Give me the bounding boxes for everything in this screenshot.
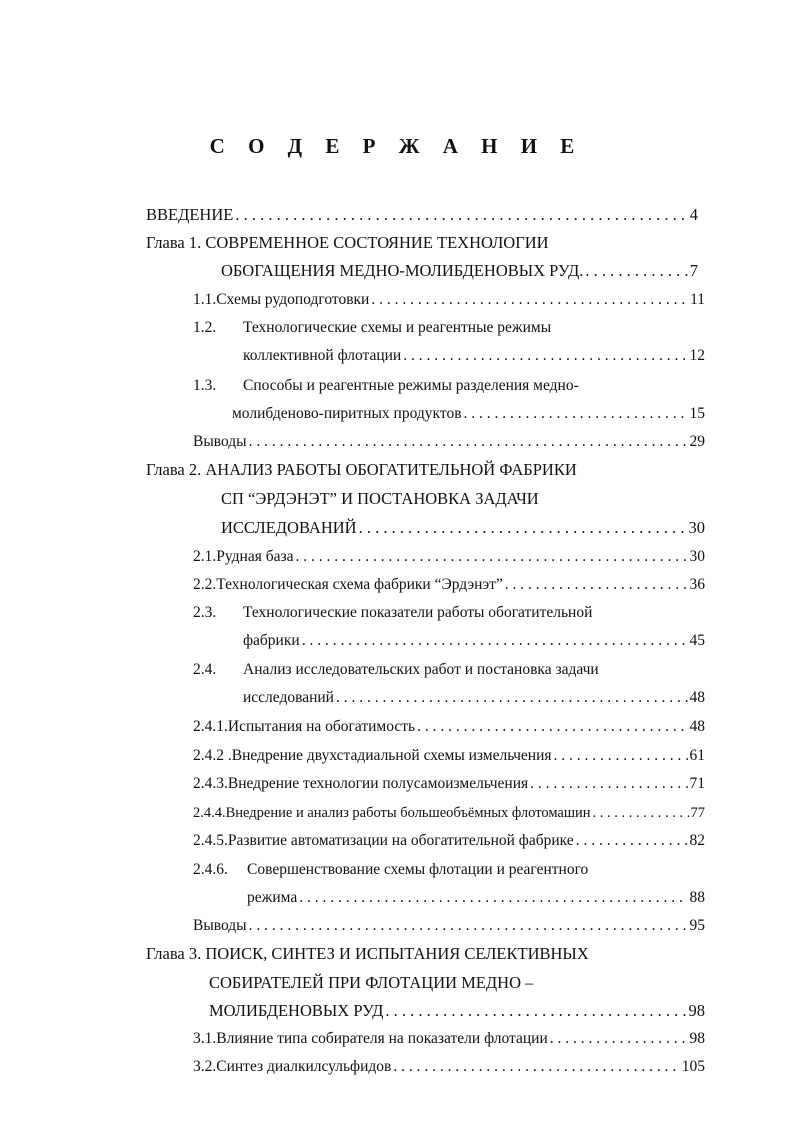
toc-entry-text: фабрики (243, 632, 300, 649)
toc-page-number: 71 (689, 775, 705, 792)
toc-section-2-4-cont (243, 688, 705, 708)
toc-section-2-4-6-cont (247, 888, 705, 908)
toc-page-number: 45 (689, 632, 705, 649)
toc-section-3-2 (193, 1057, 705, 1077)
toc-entry-text: Внедрение двухстадиальной схемы измельчения (231, 747, 552, 764)
toc-conclusions-1 (193, 432, 705, 452)
toc-section-2-2 (193, 575, 705, 595)
toc-page-number: 7 (689, 261, 698, 280)
toc-page-number: 29 (689, 433, 705, 450)
toc-section-2-4-6 (193, 860, 588, 880)
leader-dots (299, 888, 687, 908)
toc-entry-text: Испытания на обогатимость (227, 718, 416, 735)
page-title: С О Д Е Р Ж А Н И Е (209, 134, 584, 158)
toc-section-2-4 (193, 660, 599, 680)
toc-section-2-3 (193, 603, 592, 623)
toc-section-2-4-2 (193, 746, 705, 766)
section-number: 2.2. (193, 576, 217, 593)
section-number: 2.3. (193, 604, 217, 621)
toc-page-number: 61 (689, 747, 705, 764)
toc-entry-text: ИССЛЕДОВАНИЙ (221, 518, 357, 537)
toc-page-number: 48 (689, 718, 705, 735)
toc-page-number: 98 (689, 1030, 705, 1047)
section-number: 2.1. (193, 548, 217, 565)
toc-entry-text: МОЛИБДЕНОВЫХ РУД (209, 1001, 384, 1020)
toc-entry-text: исследований (243, 689, 334, 706)
leader-dots (403, 346, 687, 366)
section-number: 2.4. (193, 661, 217, 678)
toc-entry-text: Технологические показатели работы обогатительной (243, 604, 593, 621)
section-number: 3.1. (193, 1030, 217, 1047)
section-number: 1.1. (193, 291, 217, 308)
toc-entry-text: молибденово-пиритных продуктов (232, 405, 462, 422)
toc-page-number: 30 (689, 548, 705, 565)
toc-entry-text: Выводы (193, 433, 247, 450)
toc-section-2-1 (193, 547, 705, 567)
toc-entry-text: Синтез диалкилсульфидов (216, 1058, 392, 1075)
leader-dots (336, 688, 688, 708)
toc-entry-text: Технологические схемы и реагентные режимы (243, 319, 552, 336)
toc-page-number: 11 (690, 291, 705, 308)
leader-dots (530, 774, 687, 794)
leader-dots (249, 916, 688, 936)
toc-page-number: 82 (689, 832, 705, 849)
leader-dots (585, 261, 687, 281)
toc-section-1-2-cont (243, 346, 705, 366)
leader-dots (505, 575, 688, 595)
leader-dots (295, 547, 687, 567)
leader-dots (393, 1057, 679, 1077)
toc-entry-text: Глава 1. СОВРЕМЕННОЕ СОСТОЯНИЕ ТЕХНОЛОГИИ (146, 233, 549, 252)
leader-dots (302, 631, 688, 651)
toc-entry-text: Рудная база (216, 548, 294, 565)
leader-dots (371, 290, 688, 310)
toc-chapter-2-cont1 (221, 489, 539, 509)
toc-page-number: 4 (689, 205, 698, 224)
toc-chapter-1-cont (221, 261, 698, 281)
section-number: 1.2. (193, 319, 217, 336)
section-number: 1.3. (193, 377, 217, 394)
toc-chapter-3 (146, 944, 589, 964)
toc-page-number: 105 (681, 1058, 705, 1075)
toc-entry-text: Развитие автоматизации на обогатительной фабрике (227, 832, 574, 849)
toc-section-3-1 (193, 1029, 705, 1049)
toc-entry-text: коллективной флотации (243, 347, 402, 364)
toc-entry-text: Глава 3. ПОИСК, СИНТЕЗ И ИСПЫТАНИЯ СЕЛЕКТИВНЫХ (146, 944, 589, 963)
toc-entry-intro (146, 205, 698, 225)
leader-dots (249, 432, 688, 452)
leader-dots (550, 1029, 688, 1049)
toc-section-1-2 (193, 318, 551, 338)
toc-page-number: 95 (689, 917, 705, 934)
toc-chapter-2-cont2 (221, 518, 705, 538)
toc-chapter-3-cont2 (209, 1001, 705, 1021)
toc-entry-text: Глава 2. АНАЛИЗ РАБОТЫ ОБОГАТИТЕЛЬНОЙ ФАБРИКИ (146, 460, 577, 479)
toc-entry-text: Способы и реагентные режимы разделения медно- (243, 377, 579, 394)
toc-page-number: 98 (688, 1001, 705, 1020)
toc-entry-text: ОБОГАЩЕНИЯ МЕДНО-МОЛИБДЕНОВЫХ РУД. (221, 261, 584, 280)
toc-entry-text: Внедрение технологии полусамоизмельчения (227, 775, 529, 792)
toc-section-1-3-cont (232, 404, 705, 424)
leader-dots (417, 717, 687, 737)
section-number: 2.4.2 . (193, 747, 232, 764)
toc-entry-text: СП “ЭРДЭНЭТ” И ПОСТАНОВКА ЗАДАЧИ (221, 489, 539, 508)
section-number: 2.4.4. (193, 805, 226, 821)
toc-page-number: 88 (689, 889, 705, 906)
leader-dots (576, 831, 688, 851)
toc-entry-text: СОБИРАТЕЛЕЙ ПРИ ФЛОТАЦИИ МЕДНО – (209, 973, 534, 992)
toc-entry-text: Анализ исследовательских работ и постановка задачи (243, 661, 599, 678)
leader-dots (554, 746, 688, 766)
toc-page-number: 30 (688, 518, 705, 537)
section-number: 2.4.6. (193, 861, 228, 878)
toc-page-number: 48 (689, 689, 705, 706)
leader-dots (359, 518, 687, 538)
toc-conclusions-2 (193, 916, 705, 936)
toc-section-2-3-cont (243, 631, 705, 651)
toc-section-1-1 (193, 290, 705, 310)
toc-page-number: 77 (690, 805, 705, 821)
leader-dots (385, 1001, 686, 1021)
toc-page-number: 36 (689, 576, 705, 593)
toc-page-number: 15 (689, 405, 705, 422)
toc-chapter-2 (146, 460, 577, 480)
section-number: 2.4.3. (193, 775, 228, 792)
toc-section-2-4-5 (193, 831, 705, 851)
toc-section-2-4-3 (193, 774, 705, 794)
section-number: 2.4.5. (193, 832, 228, 849)
leader-dots (593, 803, 689, 823)
toc-page-number: 12 (689, 347, 705, 364)
toc-entry-text: режима (247, 889, 298, 906)
toc-section-1-3 (193, 376, 579, 396)
toc-entry-text: Схемы рудоподготовки (216, 291, 370, 308)
toc-section-2-4-1 (193, 717, 705, 737)
section-number: 3.2. (193, 1058, 217, 1075)
toc-entry-text: Выводы (193, 917, 247, 934)
leader-dots (464, 404, 688, 424)
toc-entry-text: Совершенствование схемы флотации и реагентного (247, 861, 589, 878)
toc-entry-text: Внедрение и анализ работы большеобъёмных флотомашин (225, 805, 591, 821)
toc-entry-text: Технологическая схема фабрики “Эрдэнэт” (216, 576, 503, 593)
toc-entry-text: Влияние типа собирателя на показатели флотации (216, 1030, 548, 1047)
section-number: 2.4.1. (193, 718, 228, 735)
leader-dots (235, 205, 687, 225)
toc-section-2-4-4 (193, 803, 705, 823)
toc-entry-text: ВВЕДЕНИЕ (146, 205, 234, 224)
toc-chapter-1 (146, 233, 549, 253)
toc-chapter-3-cont1 (209, 973, 533, 993)
